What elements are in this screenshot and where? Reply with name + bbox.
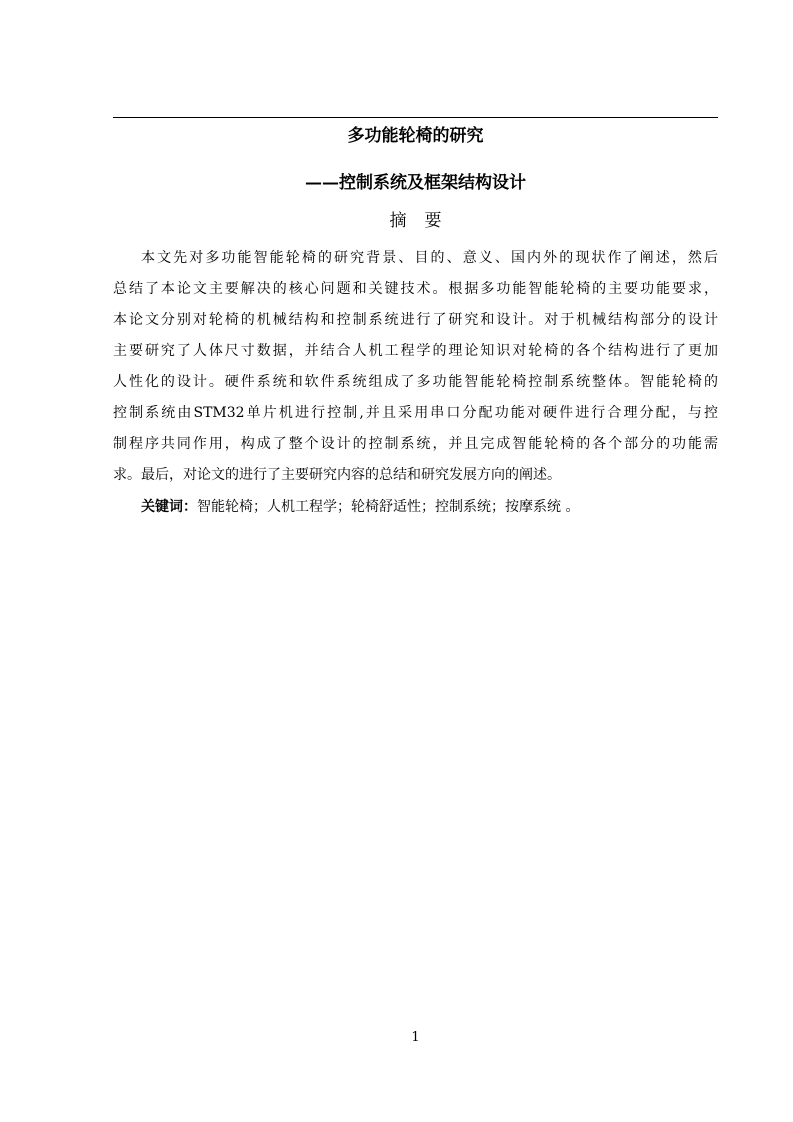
- abstract-line: 本文先对多功能智能轮椅的研究背景、目的、意义、国内外的现状作了阐述，然后: [141, 250, 718, 266]
- abstract-line: 制程序共同作用，构成了整个设计的控制系统，并且完成智能轮椅的各个部分的功能需: [113, 436, 718, 452]
- thesis-title: 多功能轮椅的研究: [347, 126, 484, 146]
- abstract-body: [113, 245, 718, 493]
- abstract-line: 总结了本论文主要解决的核心问题和关键技术。根据多功能智能轮椅的主要功能要求，: [113, 281, 718, 297]
- abstract-line: 求。最后，对论文的进行了主要研究内容的总结和研究发展方向的阐述。: [113, 467, 561, 483]
- abstract-line: 控制系统由STM32单片机进行控制,并且采用串口分配功能对硬件进行合理分配，与控: [113, 405, 718, 421]
- abstract-line: 本论文分别对轮椅的机械结构和控制系统进行了研究和设计。对于机械结构部分的设计: [113, 312, 718, 328]
- thesis-subtitle: ——控制系统及框架结构设计: [305, 173, 526, 193]
- keywords-label: 关键词：: [141, 499, 197, 515]
- abstract-heading: 摘要: [389, 211, 460, 231]
- keywords-text: 智能轮椅；人机工程学；轮椅舒适性；控制系统；按摩系统 。: [197, 499, 580, 515]
- header-rule: [113, 117, 718, 118]
- page-number: 1: [411, 1030, 420, 1045]
- abstract-line: 主要研究了人体尺寸数据，并结合人机工程学的理论知识对轮椅的各个结构进行了更加: [113, 343, 718, 359]
- abstract-line: 人性化的设计。硬件系统和软件系统组成了多功能智能轮椅控制系统整体。智能轮椅的: [113, 374, 718, 390]
- keywords-paragraph: [141, 494, 718, 520]
